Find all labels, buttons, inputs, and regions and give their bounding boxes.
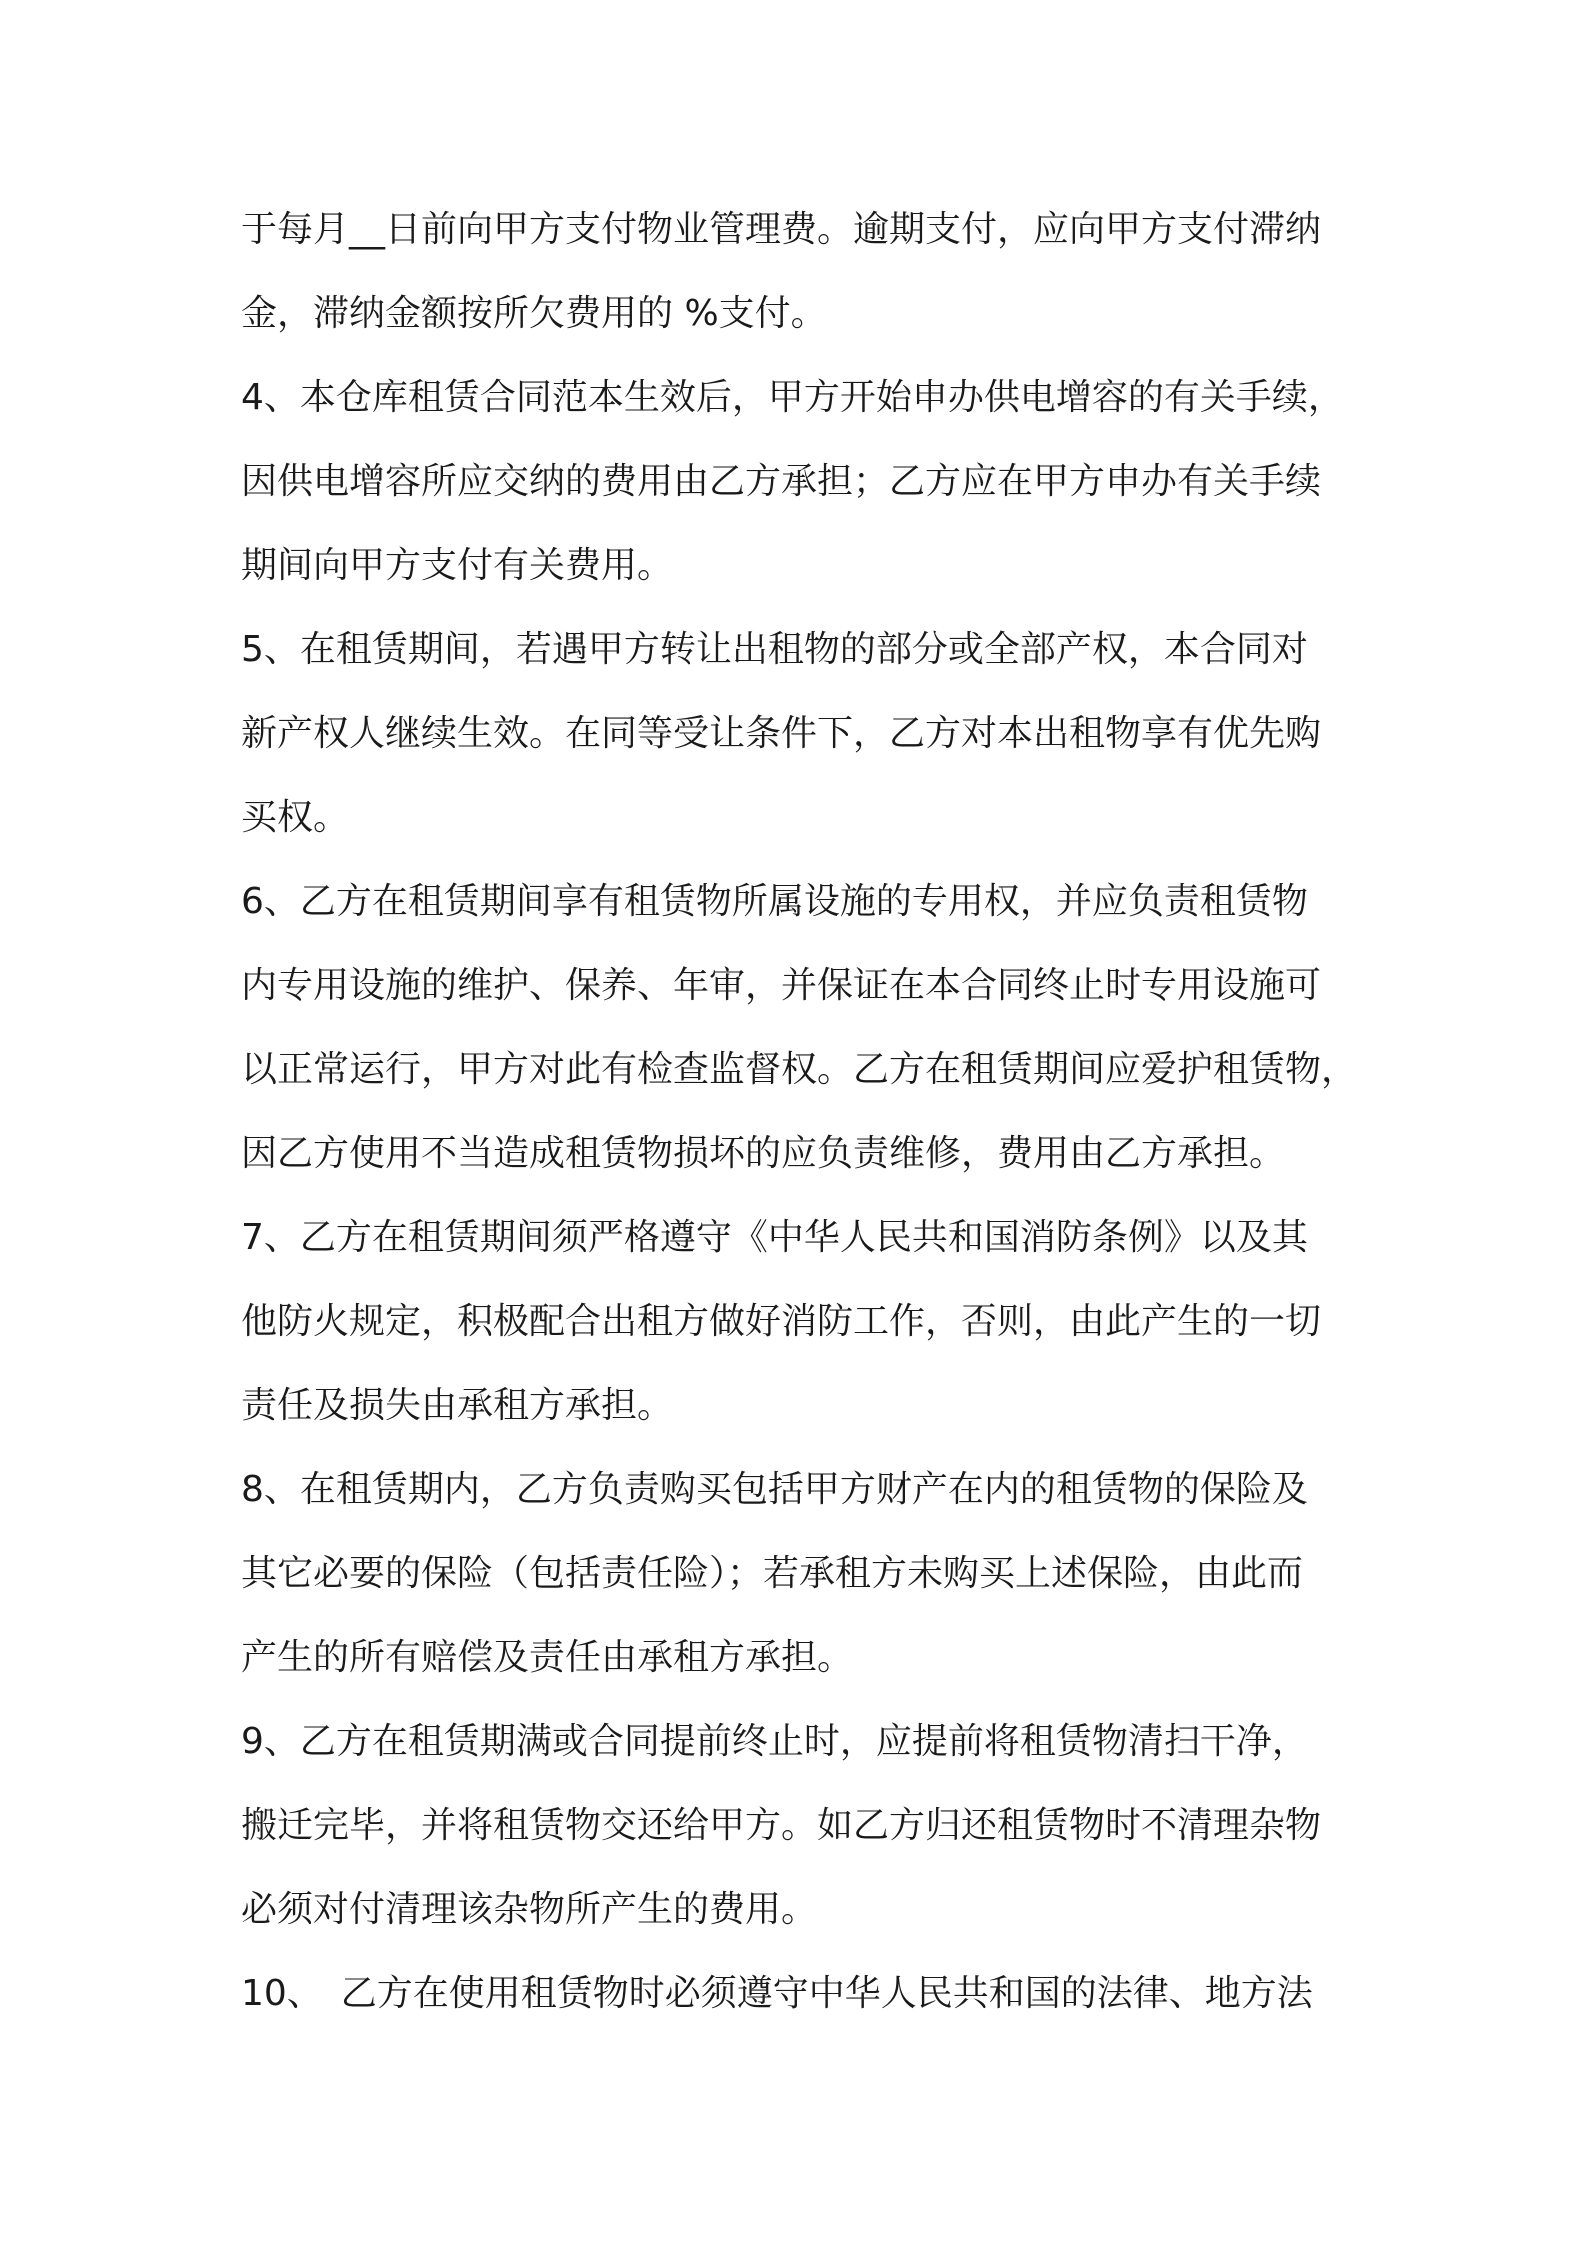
clause-7-line-3: 责任及损失由承租方承担。 [241,1385,674,1426]
clause-5-line-3: 买权。 [241,797,350,838]
clause-9-line-1: 9、乙方在租赁期满或合同提前终止时，应提前将租赁物清扫干净， [241,1721,1308,1762]
clause-4-line-2: 因供电增容所应交纳的费用由乙方承担；乙方应在甲方申办有关手续 [241,461,1322,502]
clause-5-line-1: 5、在租赁期间，若遇甲方转让出租物的部分或全部产权，本合同对 [241,629,1308,670]
clause-8-line-1: 8、在租赁期内，乙方负责购买包括甲方财产在内的租赁物的保险及 [241,1469,1308,1510]
clause-4-line-3: 期间向甲方支付有关费用。 [241,545,674,586]
clause-7-line-1: 7、乙方在租赁期间须严格遵守《中华人民共和国消防条例》以及其 [241,1217,1308,1258]
clause-5-line-2: 新产权人继续生效。在同等受让条件下，乙方对本出租物享有优先购 [241,713,1322,754]
clause-8-line-2: 其它必要的保险（包括责任险）；若承租方未购买上述保险，由此而 [241,1553,1304,1594]
clause-7-line-2: 他防火规定，积极配合出租方做好消防工作，否则，由此产生的一切 [241,1301,1322,1342]
clause-6-line-1: 6、乙方在租赁期间享有租赁物所属设施的专用权，并应负责租赁物 [241,881,1308,922]
clause-9-line-2: 搬迁完毕，并将租赁物交还给甲方。如乙方归还租赁物时不清理杂物 [241,1805,1322,1846]
clause-4-line-1: 4、本仓库租赁合同范本生效后，甲方开始申办供电增容的有关手续， [241,377,1344,418]
text-line-2: 金，滞纳金额按所欠费用的 %支付。 [241,293,827,334]
clause-6-line-3: 以正常运行，甲方对此有检查监督权。乙方在租赁期间应爱护租赁物， [241,1049,1358,1090]
clause-10-line-1: 10、 乙方在使用租赁物时必须遵守中华人民共和国的法律、地方法 [241,1973,1313,2014]
clause-6-line-4: 因乙方使用不当造成租赁物损坏的应负责维修，费用由乙方承担。 [241,1133,1286,1174]
contract-text-body [241,199,1361,2047]
clause-9-line-3: 必须对付清理该杂物所产生的费用。 [241,1889,818,1930]
clause-6-line-2: 内专用设施的维护、保养、年审，并保证在本合同终止时专用设施可 [241,965,1322,1006]
clause-8-line-3: 产生的所有赔偿及责任由承租方承担。 [241,1637,854,1678]
text-line-1: 于每月__日前向甲方支付物业管理费。逾期支付，应向甲方支付滞纳 [241,209,1322,250]
